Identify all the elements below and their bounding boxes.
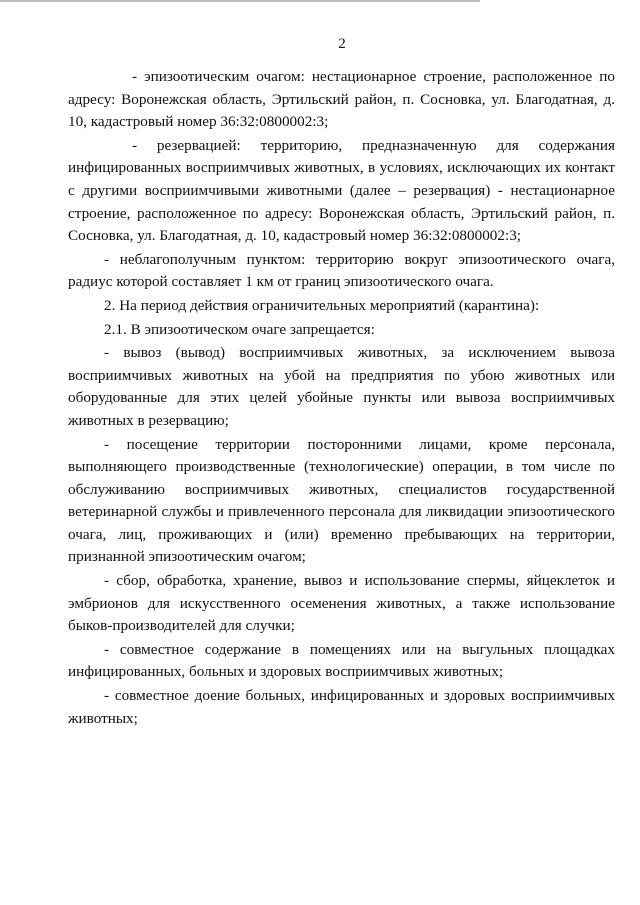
paragraph-ban-visits: - посещение территории посторонними лицами, кроме персонала, выполняющего производственные (технологические) операции, в том числе по обслуживанию восприимчивых животных, специалистов государственной ветеринарной службы и привлеченного персонала для ликвидации эпизоотического очага, лиц, проживающих и (или) временно пребывающих на территории, признанной эпизоотическим очагом;: [68, 435, 615, 566]
paragraph-section-2-heading: 2. На период действия ограничительных мероприятий (карантина):: [104, 296, 540, 314]
paragraph-unfavorable-point: - неблагополучным пунктом: территорию вокруг эпизоотического очага, радиус которой составляет 1 км от границ эпизоотического очага.: [68, 250, 615, 291]
document-body: [68, 66, 615, 730]
page-number: 2: [338, 36, 346, 52]
paragraph-section-2-1-heading: 2.1. В эпизоотическом очаге запрещается:: [104, 320, 375, 338]
paragraph-ban-export: - вывоз (вывод) восприимчивых животных, за исключением вывоза восприимчивых животных на убой на предприятия по убою животных или оборудованные для этих целей убойные пункты или вывоза восприимчивых животных в резервацию;: [68, 344, 615, 429]
paragraph-ban-sperm: - сбор, обработка, хранение, вывоз и использование спермы, яйцеклеток и эмбрионов для искусственного осеменения животных, а также использование быков-производителей для случки;: [68, 572, 615, 635]
paragraph-ban-joint-milking: - совместное доение больных, инфицированных и здоровых восприимчивых животных;: [68, 687, 615, 727]
paragraph-episootic-focus: - эпизоотическим очагом: нестационарное строение, расположенное по адресу: Воронежская область, Эртильский район, п. Сосновка, ул. Благодатная, д. 10, кадастровый номер 36:32:0800002:3;: [68, 68, 615, 131]
paragraph-ban-joint-keeping: - совместное содержание в помещениях или на выгульных площадках инфицированных, больных и здоровых восприимчивых животных;: [68, 640, 615, 681]
paragraph-reservation: - резервацией: территорию, предназначенную для содержания инфицированных восприимчивых животных, в условиях, исключающих их контакт с другими восприимчивыми животными (далее – резервация) - нестационарное строение, расположенное по адресу: Воронежская область, Эртильский район, п. Сосновка, ул. Благодатная, д. 10, кадастровый номер 36:32:0800002:3;: [68, 136, 615, 245]
top-border-line: [0, 0, 480, 2]
